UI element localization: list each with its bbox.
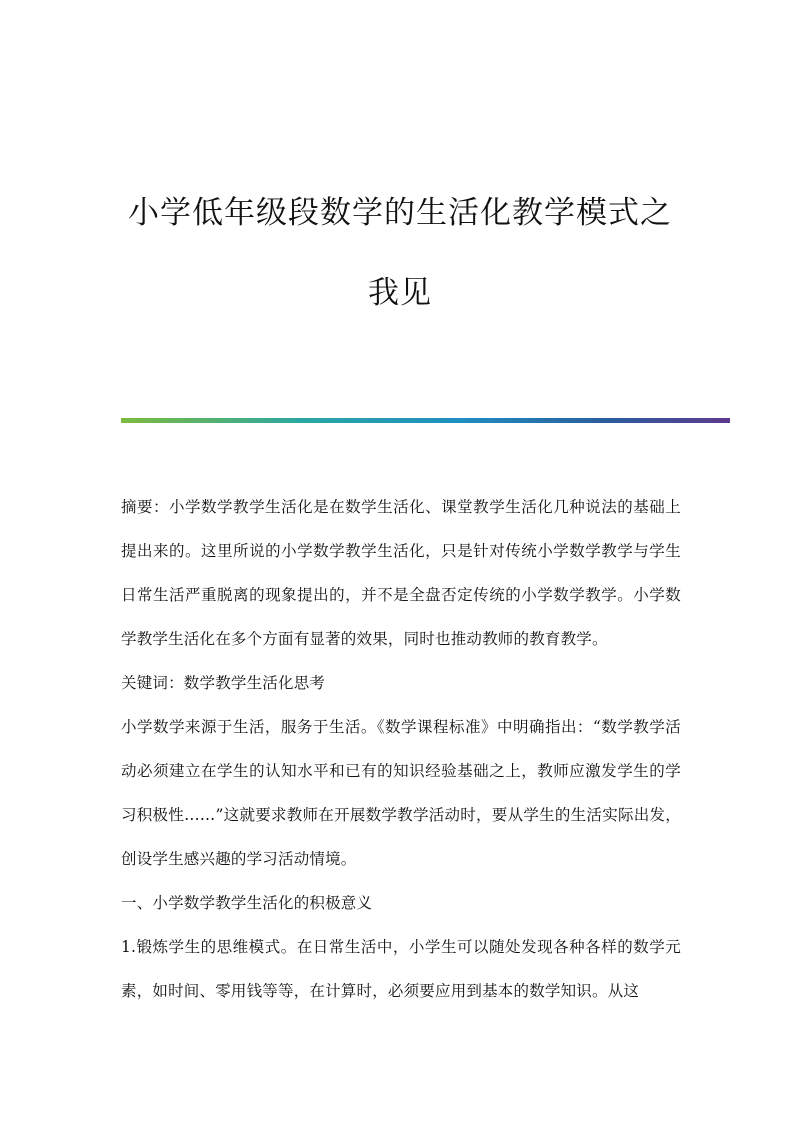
list-item-1-paragraph: 1.锻炼学生的思维模式。在日常生活中，小学生可以随处发现各种各样的数学元素，如时间、零用钱等等，在计算时，必须要应用到基本的数学知识。从这 <box>121 938 681 1000</box>
document-title-line-2: 我见 <box>368 275 432 311</box>
abstract-paragraph: 摘要：小学数学教学生活化是在数学生活化、课堂教学生活化几种说法的基础上提出来的。这里所说的小学数学教学生活化，只是针对传统小学数学教学与学生日常生活严重脱离的现象提出的，并不是全盘否定传统的小学数学教学。小学数学教学生活化在多个方面有显著的效果，同时也推动教师的教育教学。 <box>121 498 681 648</box>
keywords-line: 关键词：数学教学生活化思考 <box>121 674 326 692</box>
section-heading: 一、小学数学教学生活化的积极意义 <box>121 894 373 912</box>
document-title-line-1: 小学低年级段数学的生活化教学模式之 <box>128 195 672 231</box>
intro-paragraph: 小学数学来源于生活，服务于生活。《数学课程标准》中明确指出：“数学教学活动必须建立在学生的认知水平和已有的知识经验基础之上，教师应激发学生的学习积极性……”这就要求教师在开展数学教学活动时，要从学生的生活实际出发，创设学生感兴趣的学习活动情境。 <box>121 718 681 868</box>
title-divider-rule <box>121 418 730 423</box>
